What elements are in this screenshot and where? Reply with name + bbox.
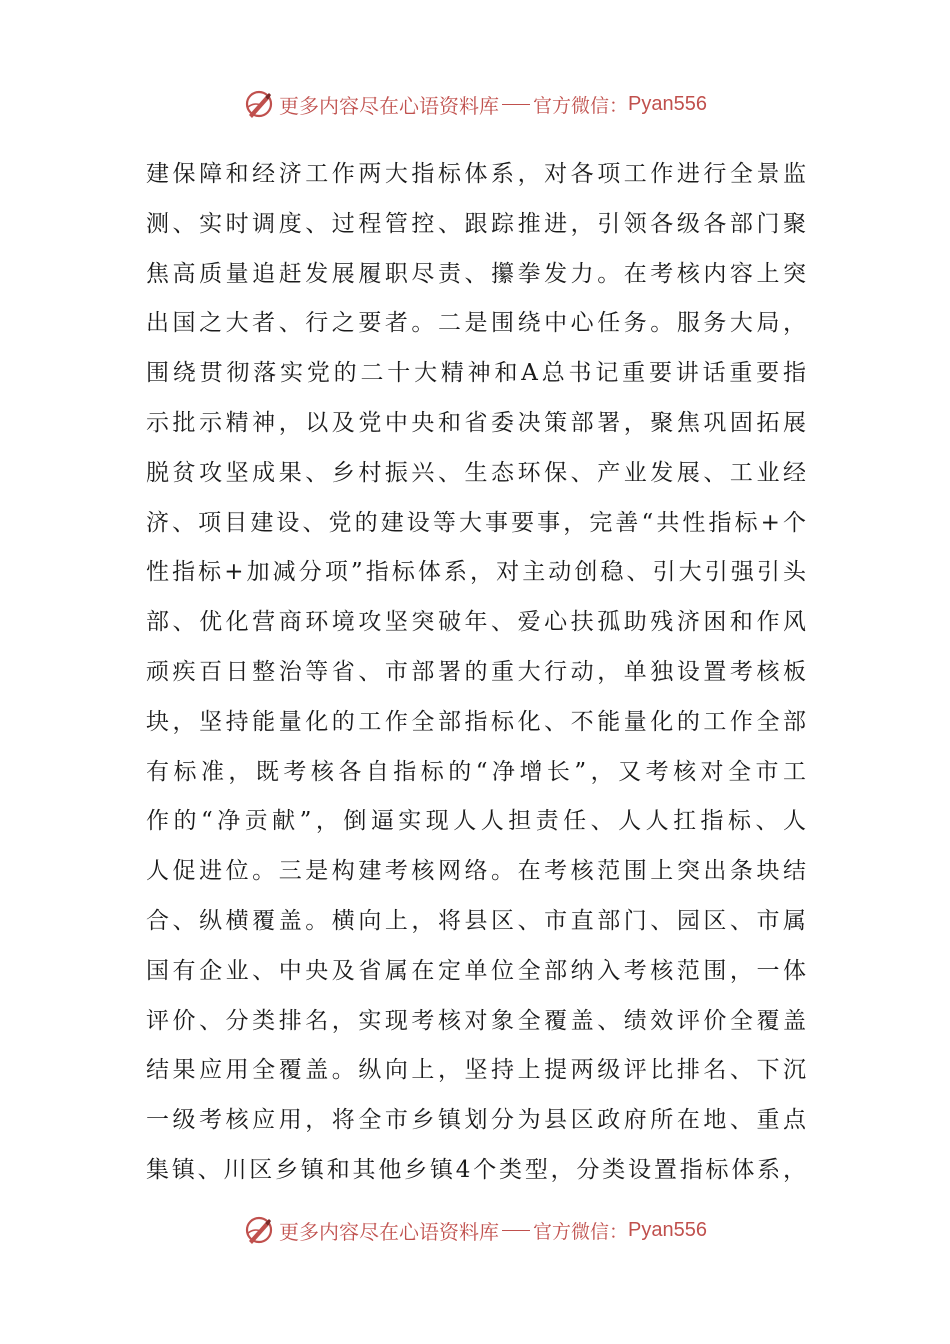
body-line: 围绕贯彻落实党的二十大精神和A总书记重要讲话重要指 [146,360,806,387]
body-line: 部、优化营商环境攻坚突破年、爱心扶孤助残济困和作风 [146,609,806,636]
footer-brand-text: 更多内容尽在心语资料库 [279,1219,499,1244]
footer-wechat-id: Pyan556 [628,1218,707,1241]
body-line: 一级考核应用，将全市乡镇划分为县区政府所在地、重点 [146,1107,806,1134]
header-brand-text: 更多内容尽在心语资料库 [279,93,499,118]
header-wechat-label: 官方微信： [533,94,629,117]
footer-banner [0,1210,950,1250]
body-line: 建保障和经济工作两大指标体系，对各项工作进行全景监 [146,161,806,187]
footer-dash [502,1230,530,1231]
body-line: 有标准，既考核各自指标的“净增长”，又考核对全市工 [146,758,806,785]
body-line: 济、项目建设、党的建设等大事要事，完善“共性指标+个 [146,509,806,536]
body-line: 作的“净贡献”，倒逼实现人人担责任、人人扛指标、人 [146,808,806,835]
body-line: 测、实时调度、过程管控、跟踪推进，引领各级各部门聚 [146,210,806,237]
header-wechat-id: Pyan556 [628,92,707,115]
body-line: 顽疾百日整治等省、市部署的重大行动，单独设置考核板 [146,658,806,685]
body-line: 人促进位。三是构建考核网络。在考核范围上突出条块结 [146,858,806,885]
pen-logo-icon [243,88,275,120]
body-line: 脱贫攻坚成果、乡村振兴、生态环保、产业发展、工业经 [146,459,806,486]
pen-logo-icon [243,1214,275,1246]
body-line: 块，坚持能量化的工作全部指标化、不能量化的工作全部 [146,708,806,735]
document-body [146,150,806,1196]
body-line: 性指标+加减分项”指标体系，对主动创稳、引大引强引头 [146,559,806,586]
body-line: 集镇、川区乡镇和其他乡镇4个类型，分类设置指标体系， [146,1156,806,1183]
body-line: 国有企业、中央及省属在定单位全部纳入考核范围，一体 [146,957,806,984]
body-line: 焦高质量追赶发展履职尽责、攥拳发力。在考核内容上突 [146,260,806,287]
body-line: 结果应用全覆盖。纵向上，坚持上提两级评比排名、下沉 [146,1057,806,1084]
body-line: 合、纵横覆盖。横向上，将县区、市直部门、园区、市属 [146,907,806,934]
body-line: 示批示精神，以及党中央和省委决策部署，聚焦巩固拓展 [146,409,806,436]
body-line: 出国之大者、行之要者。二是围绕中心任务。服务大局， [146,310,806,337]
header-banner [0,84,950,124]
footer-wechat-label: 官方微信： [533,1220,629,1243]
header-dash [502,104,530,105]
body-line: 评价、分类排名，实现考核对象全覆盖、绩效评价全覆盖 [146,1007,806,1034]
